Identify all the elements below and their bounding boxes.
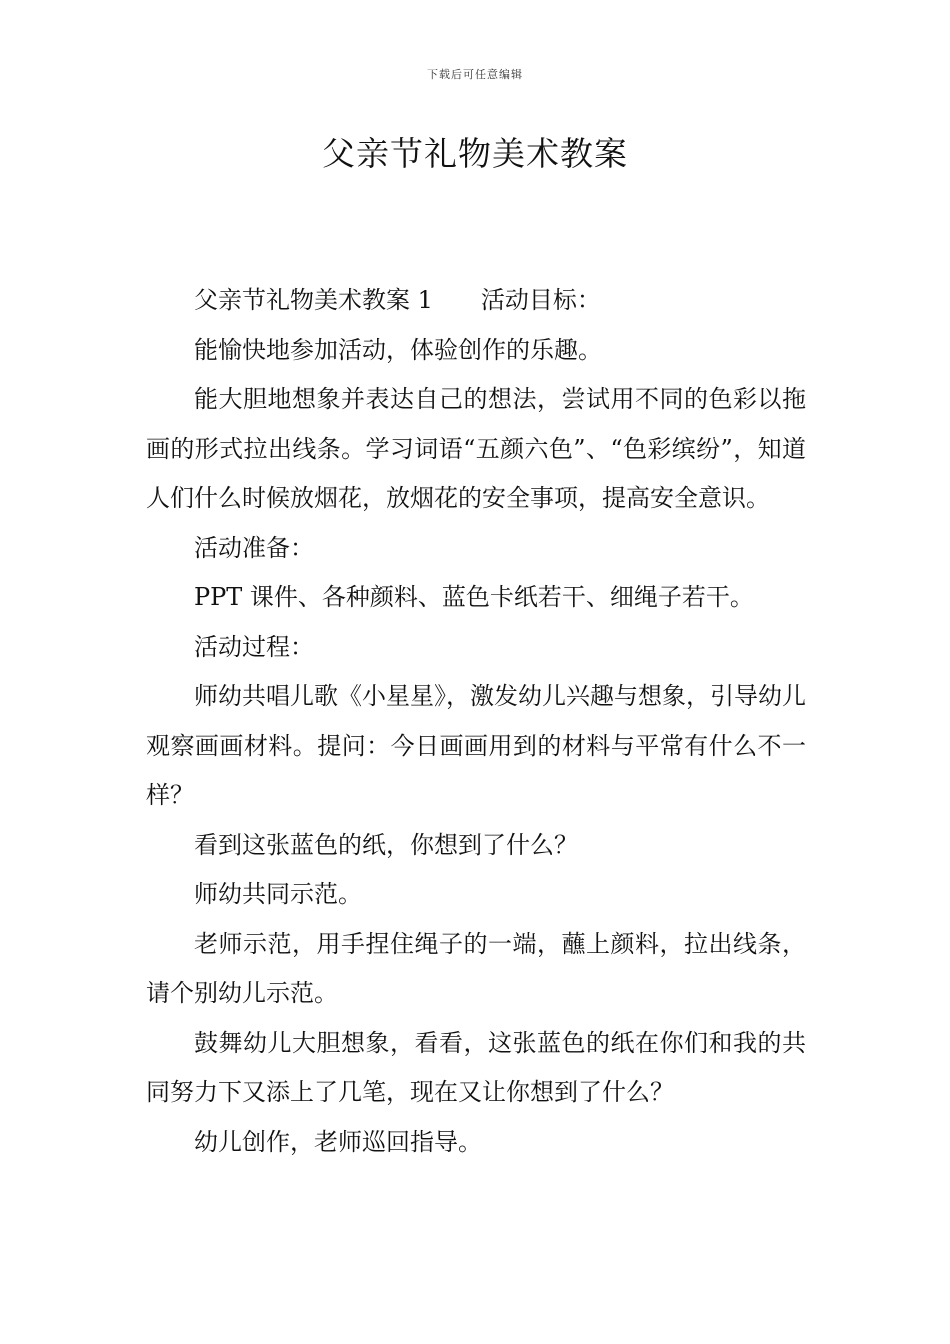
paragraph: 看到这张蓝色的纸，你想到了什么？: [194, 830, 578, 859]
paragraph: 能愉快地参加活动，体验创作的乐趣。: [194, 335, 602, 364]
paragraph: 师幼共唱儿歌《小星星》，激发幼儿兴趣与想象，引导幼儿观察画画材料。提问：今日画画用到的材料与平常有什么不一样？: [146, 682, 806, 809]
document-title: 父亲节礼物美术教案: [322, 134, 628, 173]
section-heading-line: [146, 276, 806, 326]
paragraph: 活动准备：: [194, 533, 314, 562]
paragraph: 能大胆地想象并表达自己的想法，尝试用不同的色彩以拖画的形式拉出线条。学习词语“五颜六色”、“色彩缤纷”，知道人们什么时候放烟花，放烟花的安全事项，提高安全意识。: [146, 385, 806, 512]
paragraph: 鼓舞幼儿大胆想象，看看，这张蓝色的纸在你们和我的共同努力下又添上了几笔，现在又让你想到了什么？: [146, 1028, 806, 1106]
document-body: [146, 276, 806, 1167]
paragraph: 活动过程：: [194, 632, 314, 661]
goals-label: 活动目标：: [480, 286, 601, 314]
paragraph: PPT 课件、各种颜料、蓝色卡纸若干、细绳子若干。: [194, 583, 754, 611]
paragraph: 老师示范，用手捏住绳子的一端，蘸上颜料，拉出线条，请个别幼儿示范。: [146, 929, 806, 1007]
paragraph: 幼儿创作，老师巡回指导。: [194, 1127, 482, 1156]
paragraph: 师幼共同示范。: [194, 880, 362, 908]
section-title: 父亲节礼物美术教案 1: [194, 286, 433, 314]
header-note: 下载后可任意编辑: [427, 68, 523, 81]
